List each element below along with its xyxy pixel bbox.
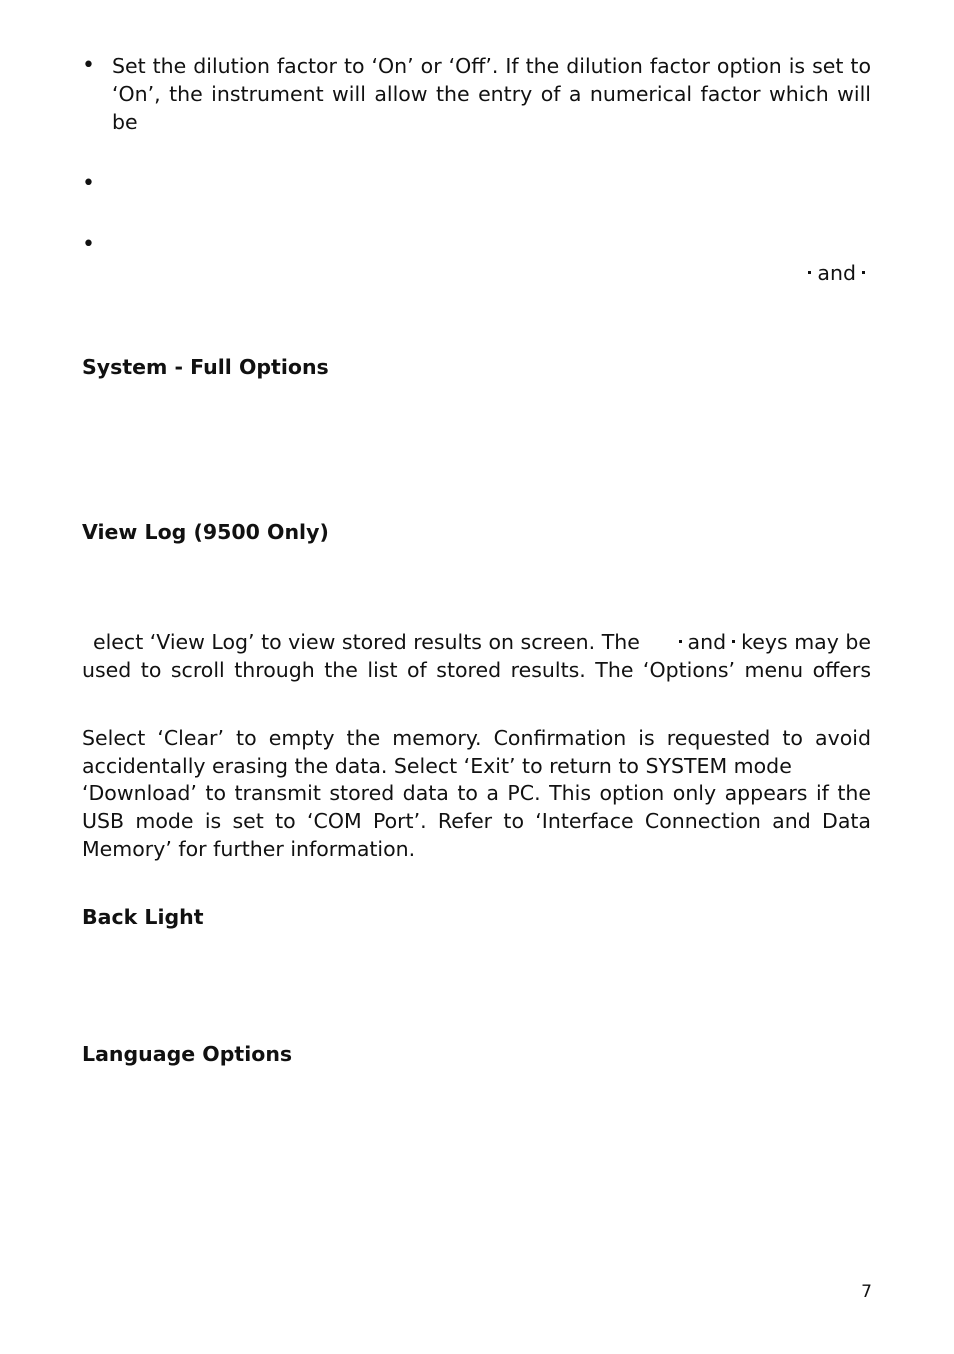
view-log-paragraph <box>82 628 871 684</box>
clear-line-2: accidentally erasing the data. Select ‘Exit’ to return to SYSTEM mode <box>82 754 792 778</box>
back-light-heading: Back Light <box>82 905 204 929</box>
clear-line-5: Memory’ for further information. <box>82 837 416 861</box>
language-options-heading: Language Options <box>82 1042 293 1066</box>
and-text: and <box>687 630 727 654</box>
bullet-marker: • <box>82 171 95 196</box>
page-number: 7 <box>861 1282 872 1302</box>
clear-line-1: Select ‘Clear’ to empty the memory. Confirmation is requested to avoid <box>82 726 871 750</box>
dilution-bullet-text <box>112 52 871 136</box>
bullet-marker: • <box>82 53 95 78</box>
clear-paragraph <box>82 724 871 863</box>
bullet-marker: • <box>82 232 95 257</box>
clear-line-3: ‘Download’ to transmit stored data to a PC. This option only appears if the <box>82 781 871 805</box>
arrow-keys-fragment <box>802 259 871 287</box>
clear-line-4: USB mode is set to ‘COM Port’. Refer to ‘Interface Connection and Data <box>82 809 871 833</box>
up-arrow-key-icon <box>808 271 811 274</box>
down-arrow-key-icon <box>862 271 865 274</box>
view-log-heading: View Log (9500 Only) <box>82 520 329 544</box>
keys-may-be-text: keys may be <box>741 630 871 654</box>
down-arrow-key-icon <box>732 640 735 643</box>
system-full-options-heading: System - Full Options <box>82 355 329 379</box>
view-log-line-2: used to scroll through the list of stored results. The ‘Options’ menu offers <box>82 658 871 682</box>
up-arrow-key-icon <box>679 640 682 643</box>
and-text: and <box>817 261 856 285</box>
view-log-line-1 <box>82 628 871 656</box>
dilution-line-1: Set the dilution factor to ‘On’ or ‘Off’. If the dilution factor option is set to <box>112 54 871 78</box>
view-log-keys-text <box>673 628 871 656</box>
view-log-line-1-start: elect ‘View Log’ to view stored results on screen. The <box>93 630 640 654</box>
dilution-line-2: ‘On’, the instrument will allow the entry of a numerical factor which will be <box>112 82 871 134</box>
